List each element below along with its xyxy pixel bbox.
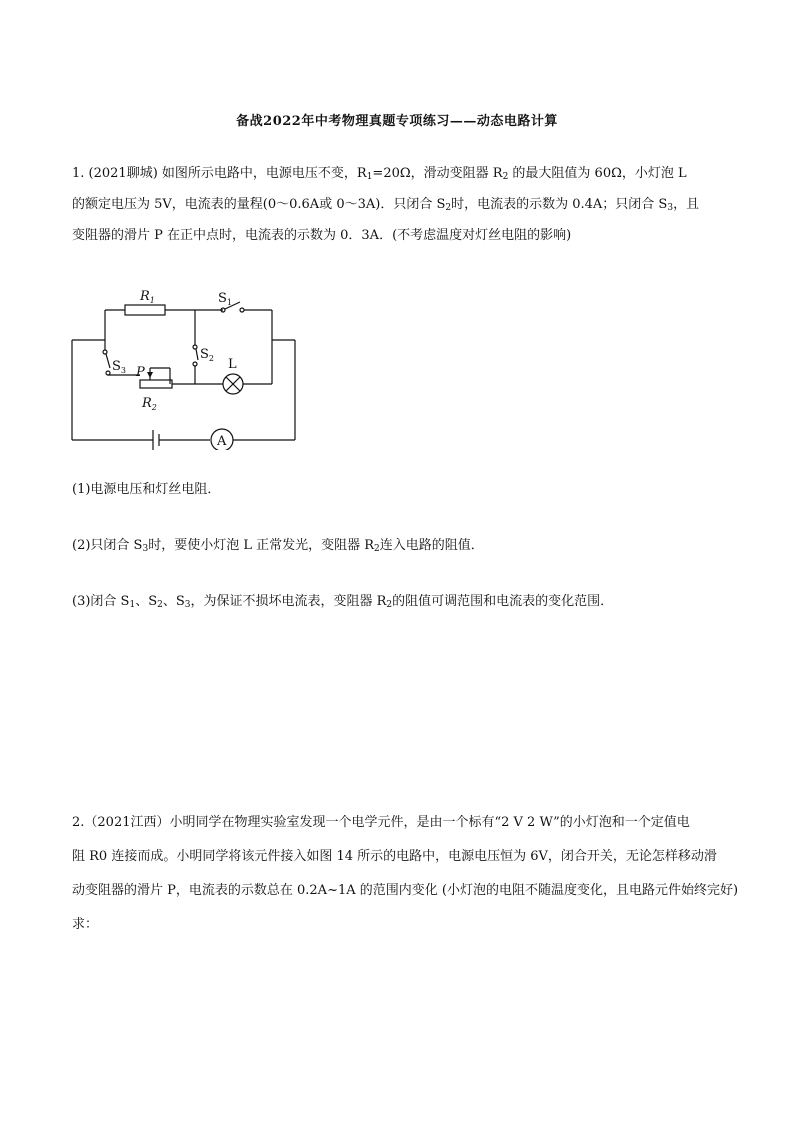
question-1	[72, 160, 732, 250]
resistor-r1	[125, 305, 165, 315]
question-1-line-1: 1. (2021聊城) 如图所示电路中，电源电压不变，$R_1=20\Omega$，滑动变阻器 $R_2$ 的最大阻值为 60Ω，小灯泡 L	[72, 166, 687, 182]
subquestion-1: (1)电源电压和灯丝电阻．	[72, 482, 221, 497]
question-1-line-2: 的额定电压为 5V，电流表的量程(0～0.6A或 0～3A)．只闭合 $S_2$时，电流表的示数为 0.4A；只闭合 $S_3$，且	[72, 197, 700, 213]
label-r2: $R_2$	[142, 396, 157, 412]
question-2-line-2: 阻 R0 连接而成。小明同学将该元件接入如图 14 所示的电路中，电源电压恒为 6V，闭合开关，无论怎样移动滑	[72, 849, 717, 864]
slider-arrow	[147, 372, 153, 378]
switch-s2-blade	[196, 349, 198, 360]
label-p: P	[136, 365, 145, 380]
question-2-line-1: 2.（2021江西）小明同学在物理实验室发现一个电学元件，是由一个标有“2 V 2 W”的小灯泡和一个定值电	[72, 815, 690, 830]
question-1-line-3: 变阻器的滑片 P 在正中点时，电流表的示数为 0．3A．(不考虑温度对灯丝电阻的影响)	[72, 228, 572, 243]
label-r1: $R_1$	[140, 289, 155, 305]
label-l: L	[228, 357, 237, 372]
label-s3: $S_3$	[112, 359, 126, 375]
subquestion-3: (3)闭合 $S_1$、$S_2$、$S_3$，为保证不损坏电流表，变阻器 $R_2$的阻值可调范围和电流表的变化范围．	[72, 594, 614, 610]
switch-s3-blade	[106, 354, 110, 368]
question-2-line-3: 动变阻器的滑片 P，电流表的示数总在 0.2A~1A 的范围内变化 (小灯泡的电阻不随温度变化，且电路元件始终完好)	[72, 883, 739, 898]
question-2	[72, 806, 739, 942]
label-s2: $S_2$	[200, 347, 214, 363]
label-a: A	[217, 434, 227, 449]
resistor-r2	[140, 380, 172, 388]
circuit-diagram	[60, 280, 310, 450]
label-s1: $S_1$	[218, 291, 232, 307]
question-2-line-4: 求：	[72, 917, 99, 932]
page-title: 备战2022年中考物理真题专项练习——动态电路计算	[236, 114, 558, 129]
subquestion-2: (2)只闭合 $S_3$时，要使小灯泡 L 正常发光，变阻器 $R_2$连入电路的阻值．	[72, 538, 484, 554]
